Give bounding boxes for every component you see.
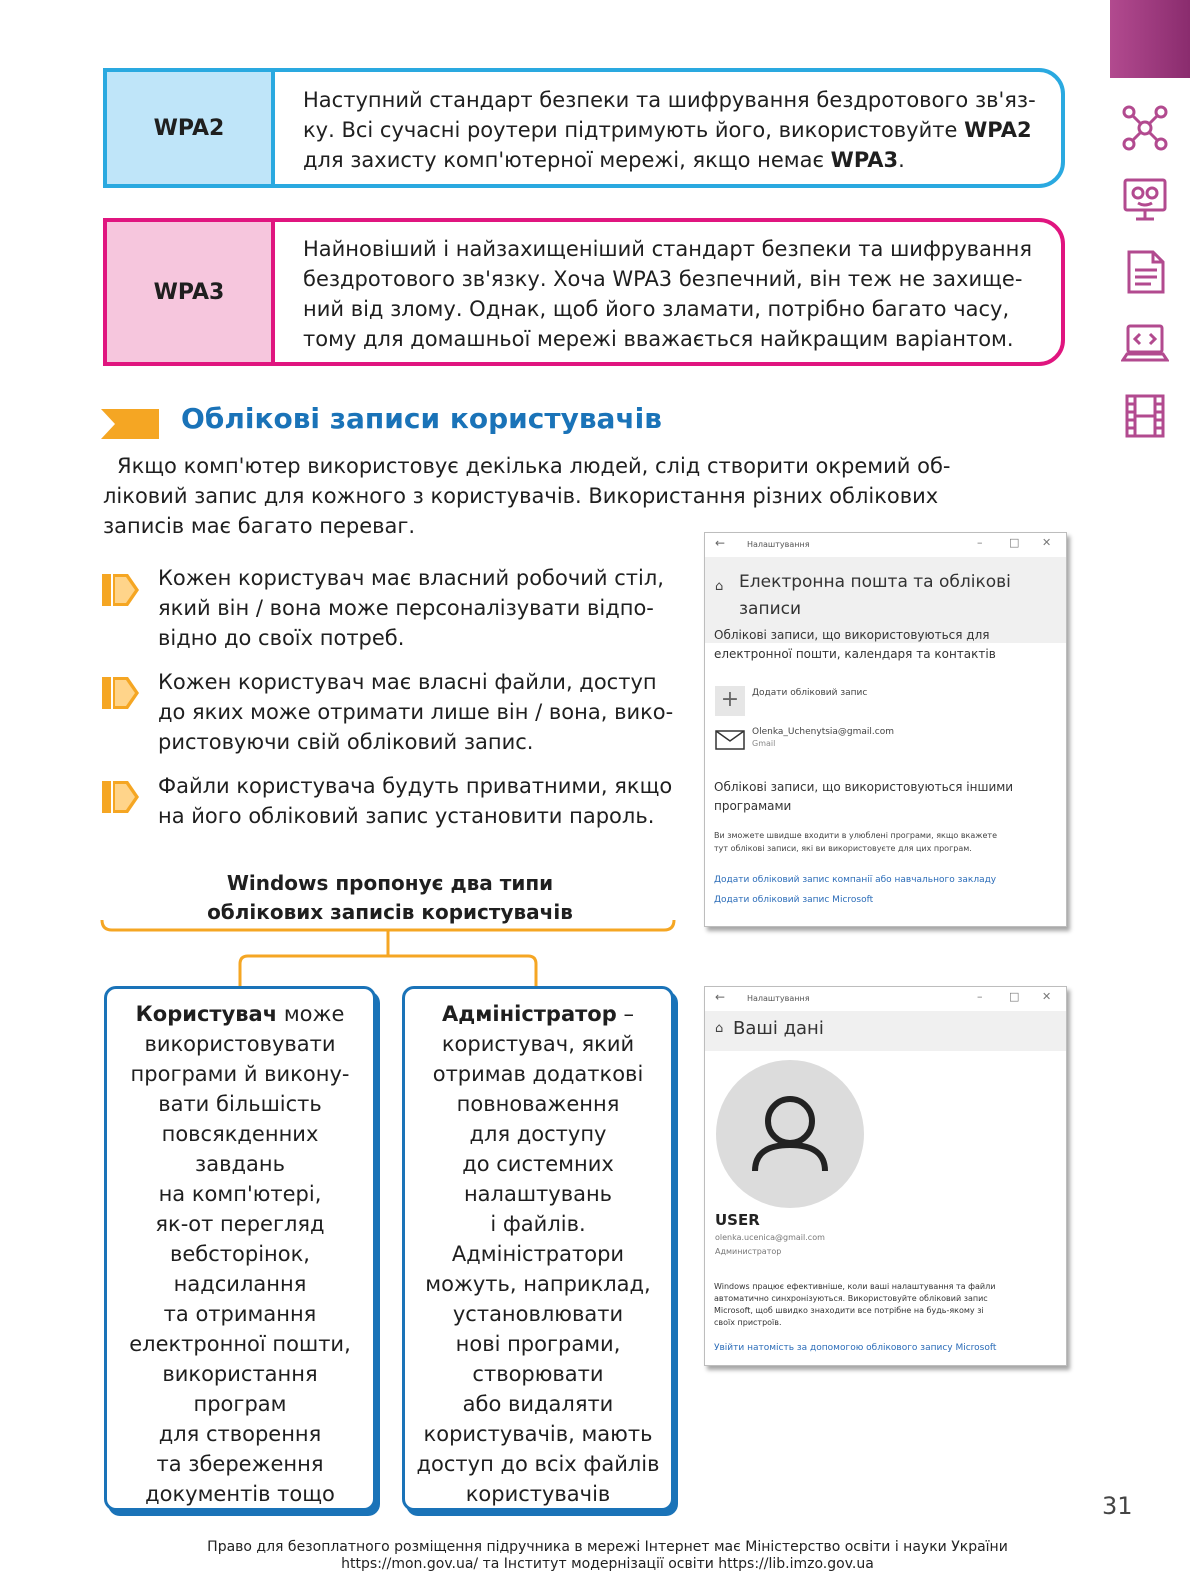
bullet-arrow-icon: [102, 675, 140, 711]
wpa3-box: [103, 218, 1065, 366]
laptop-code-icon: [1121, 320, 1169, 368]
heading-arrow-icon: [101, 409, 159, 439]
bullet-item: Кожен користувач має власний робочий стіл, який він / вона може персоналізувати відпо- відно до своїх потреб.: [158, 566, 664, 650]
window-header: [705, 1011, 1066, 1051]
wpa2-box: [103, 68, 1065, 188]
mail-icon: [715, 730, 745, 750]
minimize-icon[interactable]: –: [977, 990, 983, 1003]
network-icon: [1121, 104, 1169, 152]
intro-paragraph: [103, 451, 983, 541]
minimize-icon[interactable]: –: [977, 536, 983, 549]
admin-account-box: [402, 986, 674, 1511]
monitor-owl-icon: [1121, 176, 1169, 224]
bullet-item: Кожен користувач має власні файли, доступ до яких може отримати лише він / вона, вико- ристовуючи свій обліковий запис.: [158, 670, 674, 754]
window-heading: Ваші дані: [733, 1018, 824, 1039]
window-title: Налаштування: [747, 994, 810, 1003]
window-title: Налаштування: [747, 540, 810, 549]
bullet-item: Файли користувача будуть приватними, якщо на його обліковий запис установити пароль.: [158, 774, 673, 828]
window-heading: Електронна пошта та облікові записи: [739, 572, 1011, 619]
admin-account-description: Адміністратор – користувач, який отримав додаткові повноваження для доступу до системних налаштувань і файлів. Адміністратори можуть, наприклад, установлювати нові програми, створювати або видаляти користувачів, мають доступ до всіх файлів користувачів: [416, 1002, 660, 1506]
footer: Право для безоплатного розміщення підручника в мережі Інтернет має Міністерство освіти і науки України https://mon.gov.ua/ та Інститут модернізації освіти https://lib.imzo.gov.ua: [207, 1539, 1008, 1572]
wpa2-line: Наступний стандарт безпеки та шифрування бездротового зв'яз-: [303, 88, 1036, 112]
section-title: Облікові записи користувачів: [181, 402, 662, 435]
user-avatar-icon: [715, 1059, 865, 1209]
back-arrow-icon[interactable]: ←: [715, 990, 726, 1004]
chapter-tab: [1110, 0, 1190, 78]
back-arrow-icon[interactable]: ←: [715, 536, 726, 550]
your-info-window: [704, 986, 1067, 1366]
window-title-bar: [705, 987, 1066, 1011]
user-email: olenka.ucenica@gmail.com: [715, 1233, 825, 1242]
sync-note: Windows працює ефективніше, коли ваші налаштування та файли автоматично синхронізуються. Використовуйте обліковий запис Microsoft, щоб швидко знаходити все потрібне на будь-якому зі своїх пристроїв.: [714, 1282, 996, 1327]
intro-line: ліковий запис для кожного з користувачів. Використання різних облікових: [103, 484, 939, 508]
wpa2-description: [303, 85, 1041, 175]
other-accounts-note: Ви зможете швидше входити в улюблені програми, якщо вкажете тут облікові записи, які ви використовуєте для цих програм.: [714, 831, 997, 853]
document-icon: [1121, 248, 1169, 296]
wpa3-line: тому для домашньої мережі вважається найкращим варіантом.: [303, 327, 1014, 351]
add-account-link[interactable]: Додати обліковий запис: [752, 688, 868, 698]
intro-line: Якщо комп'ютер використовує декілька людей, слід створити окремий об-: [117, 454, 951, 478]
microsoft-signin-link[interactable]: Увійти натомість за допомогою облікового запису Microsoft: [714, 1343, 997, 1353]
email-account-item[interactable]: Olenka_Uchenytsia@gmail.com Gmail: [752, 727, 895, 748]
film-icon: [1121, 392, 1169, 440]
user-role: Администратор: [715, 1247, 782, 1256]
close-icon[interactable]: ✕: [1042, 990, 1052, 1003]
page-number: 31: [1102, 1492, 1133, 1520]
maximize-icon[interactable]: □: [1009, 990, 1020, 1003]
bullet-arrow-icon: [102, 572, 140, 608]
wpa3-description: [303, 234, 1041, 354]
email-accounts-window: [704, 532, 1067, 927]
wpa3-label: WPA3: [107, 222, 275, 362]
add-account-icon[interactable]: +: [715, 686, 745, 716]
home-icon: ⌂: [715, 1021, 724, 1036]
user-account-box: [104, 986, 376, 1511]
wpa2-label: WPA2: [107, 72, 275, 184]
other-accounts-subtitle: Облікові записи, що використовуються іншими програмами: [714, 780, 1014, 813]
account-types-title: Windows пропонує два типи облікових записів користувачів: [207, 871, 573, 924]
add-work-account-link[interactable]: Додати обліковий запис компанії або навчального закладу: [714, 875, 997, 885]
add-microsoft-account-link[interactable]: Додати обліковий запис Microsoft: [714, 895, 874, 905]
wpa3-line: Найновіший і найзахищеніший стандарт безпеки та шифрування: [303, 237, 1032, 261]
window-title-bar: [705, 533, 1066, 557]
home-icon: ⌂: [715, 579, 724, 594]
email-accounts-subtitle: Облікові записи, що використовуються для електронної пошти, календаря та контактів: [714, 628, 996, 661]
maximize-icon[interactable]: □: [1009, 536, 1020, 549]
diagram-connector: [100, 918, 676, 990]
bullet-arrow-icon: [102, 779, 140, 815]
user-name: USER: [715, 1211, 760, 1229]
wpa2-line: для захисту комп'ютерної мережі, якщо немає WPA3.: [303, 148, 905, 172]
intro-line: записів має багато переваг.: [103, 514, 416, 538]
close-icon[interactable]: ✕: [1042, 536, 1052, 549]
wpa2-line: ку. Всі сучасні роутери підтримують його, використовуйте WPA2: [303, 118, 1032, 142]
wpa3-line: ний від злому. Однак, щоб його зламати, потрібно багато часу,: [303, 297, 1010, 321]
wpa3-line: бездротового зв'язку. Хоча WPA3 безпечний, він теж не захище-: [303, 267, 1023, 291]
user-account-description: Користувач може використовувати програми й викону- вати більшість повсякденних завдань на комп'ютері, як-от перегляд вебсторінок, надсилання та отримання електронної пошти, використання програм для створення та збереження документів тощо: [129, 1002, 351, 1506]
